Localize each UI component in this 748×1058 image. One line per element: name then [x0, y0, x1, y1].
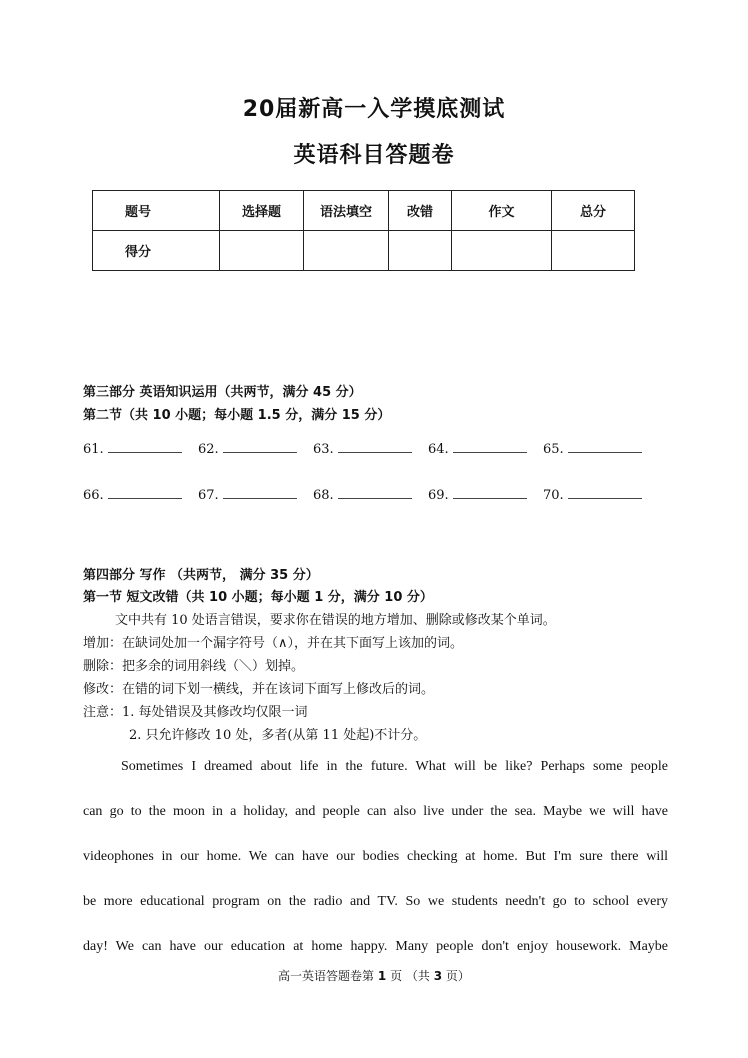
- answer-blank[interactable]: [83, 439, 182, 457]
- header-cell-writing: 作文: [452, 191, 552, 231]
- footer-total-pages: 3: [433, 969, 443, 983]
- header-cell-grammar-fill: 语法填空: [304, 191, 389, 231]
- blank-line[interactable]: [223, 439, 297, 453]
- blank-number: 63.: [313, 442, 334, 457]
- essay-line: can go to the moon in a holiday, and people can also live under the sea. Maybe we will have: [83, 804, 668, 819]
- answer-blank[interactable]: [313, 439, 412, 457]
- blank-line[interactable]: [453, 439, 527, 453]
- instruction-note-1: 注意：1. 每处错误及其修改均仅限一词: [83, 705, 308, 720]
- score-cell[interactable]: [552, 231, 635, 271]
- instruction-note-2: 2. 只允许修改 10 处，多者(从第 11 处起)不计分。: [129, 728, 427, 743]
- instruction-text: 文中共有 10 处语言错误，要求你在错误的地方增加、删除或修改某个单词。: [115, 613, 556, 628]
- blank-line[interactable]: [223, 485, 297, 499]
- blank-number: 67.: [198, 488, 219, 503]
- blank-line[interactable]: [568, 439, 642, 453]
- score-cell[interactable]: [452, 231, 552, 271]
- blank-line[interactable]: [568, 485, 642, 499]
- blank-number: 61.: [83, 442, 104, 457]
- score-cell[interactable]: [389, 231, 452, 271]
- exam-title: 20届新高一入学摸底测试: [242, 97, 506, 122]
- blank-line[interactable]: [108, 485, 182, 499]
- answer-blank[interactable]: [543, 485, 642, 503]
- exam-subtitle: 英语科目答题卷: [293, 143, 455, 168]
- answer-blank[interactable]: [428, 485, 527, 503]
- blank-line[interactable]: [338, 439, 412, 453]
- answer-blanks-row-2: [83, 485, 663, 505]
- header-cell-question-number: 题号: [93, 191, 220, 231]
- score-cell[interactable]: [304, 231, 389, 271]
- blank-number: 66.: [83, 488, 104, 503]
- answer-blank[interactable]: [543, 439, 642, 457]
- part4-section1-heading: 第一节 短文改错（共 10 小题；每小题 1 分，满分 10 分）: [83, 590, 433, 605]
- blank-line[interactable]: [338, 485, 412, 499]
- header-cell-total: 总分: [552, 191, 635, 231]
- instruction-delete: 删除：把多余的词用斜线（＼）划掉。: [83, 659, 305, 674]
- score-table-score-row: [93, 231, 635, 271]
- essay-line: be more educational program on the radio and TV. So we students needn't go to school every: [83, 894, 668, 909]
- score-table-header-row: [93, 191, 635, 231]
- row-label-score: 得分: [93, 231, 220, 271]
- score-cell[interactable]: [220, 231, 304, 271]
- page-footer: [0, 967, 748, 984]
- blank-number: 69.: [428, 488, 449, 503]
- essay-line: videophones in our home. We can have our bodies checking at home. But I'm sure there will: [83, 849, 668, 864]
- essay-line: Sometimes I dreamed about life in the future. What will be like? Perhaps some people: [121, 759, 668, 774]
- header-cell-error-correction: 改错: [389, 191, 452, 231]
- blank-number: 64.: [428, 442, 449, 457]
- part4-heading: 第四部分 写作 （共两节， 满分 35 分）: [83, 568, 319, 583]
- answer-blank[interactable]: [313, 485, 412, 503]
- essay-line: day! We can have our education at home happy. Many people don't enjoy housework. Maybe: [83, 939, 668, 954]
- part3-section2-heading: 第二节（共 10 小题；每小题 1.5 分，满分 15 分）: [83, 408, 391, 423]
- blank-line[interactable]: [108, 439, 182, 453]
- footer-mid: 页 （共: [390, 969, 430, 983]
- answer-blank[interactable]: [83, 485, 182, 503]
- header-cell-multiple-choice: 选择题: [220, 191, 304, 231]
- answer-blank[interactable]: [198, 485, 297, 503]
- blank-line[interactable]: [453, 485, 527, 499]
- instruction-modify: 修改：在错的词下划一横线，并在该词下面写上修改后的词。: [83, 682, 435, 697]
- blank-number: 70.: [543, 488, 564, 503]
- instruction-add: 增加：在缺词处加一个漏字符号（∧），并在其下面写上该加的词。: [83, 636, 464, 651]
- blank-number: 68.: [313, 488, 334, 503]
- answer-blank[interactable]: [428, 439, 527, 457]
- footer-page-number: 1: [377, 969, 387, 983]
- footer-prefix: 高一英语答题卷第: [278, 969, 375, 983]
- answer-blanks-row-1: [83, 439, 663, 459]
- blank-number: 65.: [543, 442, 564, 457]
- blank-number: 62.: [198, 442, 219, 457]
- part3-heading: 第三部分 英语知识运用（共两节，满分 45 分）: [83, 385, 362, 400]
- answer-blank[interactable]: [198, 439, 297, 457]
- score-table: [92, 190, 635, 271]
- footer-suffix: 页）: [445, 969, 470, 983]
